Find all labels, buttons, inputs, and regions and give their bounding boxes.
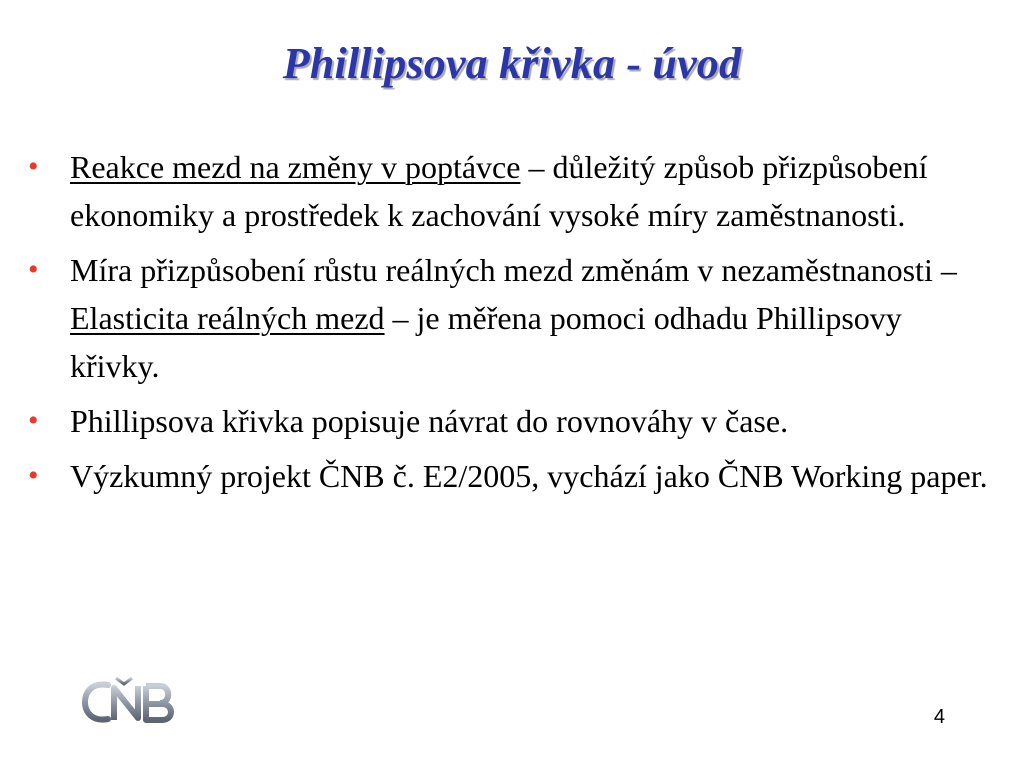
cnb-logo: [82, 676, 178, 728]
bullet-item: [28, 397, 988, 445]
bullet-text-underlined: Elasticita reálných mezd: [70, 300, 385, 336]
bullet-text: – důležitý způsob přizpůsobení ekonomiky a prostředek k zachování vysoké míry zaměstnanosti.: [70, 149, 928, 233]
bullet-text: Míra přizpůsobení růstu reálných mezd změnám v nezaměstnanosti –: [70, 252, 957, 288]
bullet-icon: •: [28, 459, 39, 492]
bullet-item: [28, 143, 988, 239]
bullet-icon: •: [28, 404, 39, 437]
bullet-icon: •: [28, 150, 39, 183]
bullet-icon: •: [28, 253, 39, 286]
bullet-item: [28, 246, 988, 390]
page-number: 4: [933, 706, 945, 728]
bullet-text: Výzkumný projekt ČNB č. E2/2005, vychází jako ČNB Working paper.: [70, 458, 988, 494]
slide-title: Phillipsova křivka - úvod: [282, 39, 742, 88]
bullet-list: [28, 143, 988, 507]
bullet-text-underlined: Reakce mezd na změny v poptávce: [70, 149, 521, 185]
bullet-text: Phillipsova křivka popisuje návrat do rovnováhy v čase.: [70, 403, 789, 439]
bullet-item: [28, 452, 988, 500]
bullet-text: – je měřena pomoci odhadu Phillipsovy křivky.: [70, 300, 902, 384]
